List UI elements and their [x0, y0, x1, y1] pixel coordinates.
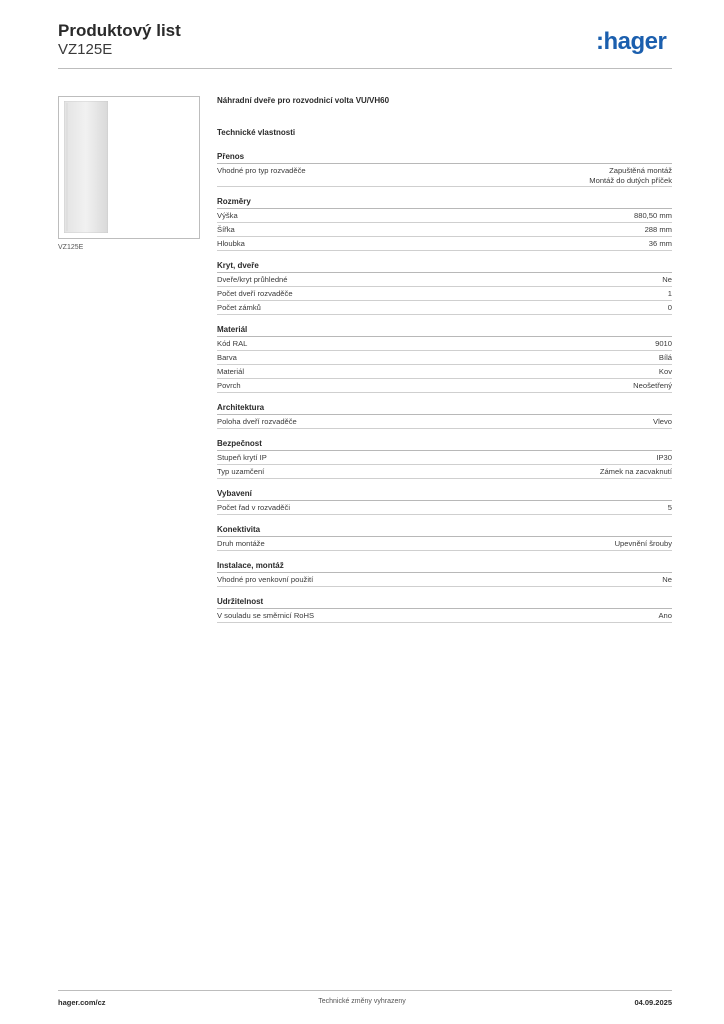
- spec-value-line: 5: [667, 503, 672, 512]
- product-image: [64, 101, 108, 233]
- spec-label: V souladu se směrnicí RoHS: [217, 611, 315, 620]
- spec-section: [217, 152, 672, 187]
- section-title: Instalace, montáž: [217, 561, 672, 573]
- spec-value-line: 1: [667, 289, 672, 298]
- spec-value-line: Bílá: [658, 353, 672, 362]
- spec-label: Počet řad v rozvaděči: [217, 503, 291, 512]
- spec-value: [615, 539, 672, 550]
- spec-value-line: Zámek na zacvaknutí: [599, 467, 672, 476]
- spec-value-line: Montáž do dutých příček: [589, 176, 672, 185]
- spec-value-line: Vlevo: [653, 417, 672, 426]
- spec-value: [658, 611, 672, 622]
- spec-section: [217, 325, 672, 393]
- section-title: Rozměry: [217, 197, 672, 209]
- spec-value: [668, 289, 672, 300]
- spec-section: [217, 261, 672, 315]
- spec-label: Výška: [217, 211, 238, 220]
- header-divider: [58, 68, 672, 69]
- page-title: Produktový list: [58, 21, 181, 40]
- spec-label: Kód RAL: [217, 339, 248, 348]
- section-title: Udržitelnost: [217, 597, 672, 609]
- spec-row: [217, 609, 672, 623]
- spec-row: [217, 501, 672, 515]
- product-image-frame: [58, 96, 200, 239]
- spec-sections: [217, 152, 672, 623]
- spec-value: [659, 353, 672, 364]
- spec-value-line: Ne: [662, 275, 672, 284]
- spec-label: Povrch: [217, 381, 241, 390]
- spec-row: [217, 365, 672, 379]
- spec-value-line: 288 mm: [644, 225, 672, 234]
- spec-label: Poloha dveří rozvaděče: [217, 417, 297, 426]
- tech-heading: Technické vlastnosti: [217, 128, 296, 137]
- image-caption: VZ125E: [58, 244, 84, 251]
- spec-label: Barva: [217, 353, 237, 362]
- spec-row: [217, 337, 672, 351]
- spec-value: [655, 339, 672, 350]
- spec-section: [217, 439, 672, 479]
- spec-row: [217, 209, 672, 223]
- footer-date: 04.09.2025: [634, 998, 672, 1007]
- spec-label: Stupeň krytí IP: [217, 453, 267, 462]
- spec-row: [217, 451, 672, 465]
- hager-logo: [596, 27, 676, 57]
- spec-value-line: IP30: [656, 453, 672, 462]
- spec-label: Druh montáže: [217, 539, 265, 548]
- spec-value: [659, 367, 672, 378]
- spec-row: [217, 287, 672, 301]
- spec-value: [662, 575, 672, 586]
- spec-value-line: 36 mm: [648, 239, 672, 248]
- spec-value-line: Zapuštěná montáž: [609, 166, 672, 175]
- spec-value: [668, 503, 672, 514]
- spec-row: [217, 573, 672, 587]
- section-title: Kryt, dveře: [217, 261, 672, 273]
- spec-value: [662, 275, 672, 286]
- logo-text: :hager: [596, 28, 667, 55]
- spec-row: [217, 379, 672, 393]
- section-title: Konektivita: [217, 525, 672, 537]
- spec-row: [217, 301, 672, 315]
- spec-row: [217, 273, 672, 287]
- spec-value-line: 9010: [655, 339, 672, 348]
- footer-divider: [58, 990, 672, 991]
- section-title: Přenos: [217, 152, 672, 164]
- spec-value-line: Kov: [658, 367, 672, 376]
- spec-value-line: Ne: [662, 575, 672, 584]
- spec-value-line: Neošetřený: [633, 381, 672, 390]
- section-title: Materiál: [217, 325, 672, 337]
- spec-value: [633, 381, 672, 392]
- spec-row: [217, 537, 672, 551]
- footer-website: hager.com/cz: [58, 998, 106, 1007]
- spec-label: Materiál: [217, 367, 245, 376]
- spec-section: [217, 489, 672, 515]
- section-title: Bezpečnost: [217, 439, 672, 451]
- spec-section: [217, 197, 672, 251]
- spec-section: [217, 525, 672, 551]
- spec-value: [645, 225, 672, 236]
- spec-row: [217, 223, 672, 237]
- spec-section: [217, 403, 672, 429]
- page-header: [58, 20, 181, 59]
- spec-value-line: 880,50 mm: [634, 211, 672, 220]
- section-title: Architektura: [217, 403, 672, 415]
- spec-value: [634, 211, 672, 222]
- spec-label: Hloubka: [217, 239, 245, 248]
- spec-value-line: Upevnění šrouby: [614, 539, 672, 548]
- spec-value: [649, 239, 672, 250]
- spec-label: Typ uzamčení: [217, 467, 265, 476]
- spec-label: Počet zámků: [217, 303, 261, 312]
- spec-row: [217, 164, 672, 187]
- product-code: VZ125E: [58, 41, 113, 58]
- spec-label: Šířka: [217, 225, 235, 234]
- spec-section: [217, 561, 672, 587]
- spec-label: Dveře/kryt průhledné: [217, 275, 288, 284]
- spec-value: [589, 166, 672, 186]
- spec-section: [217, 597, 672, 623]
- spec-value-line: Ano: [658, 611, 672, 620]
- spec-value: [656, 453, 672, 464]
- spec-row: [217, 351, 672, 365]
- spec-label: Vhodné pro typ rozvaděče: [217, 166, 306, 175]
- spec-value: [653, 417, 672, 428]
- footer-notice: Technické změny vyhrazeny: [318, 998, 406, 1005]
- spec-value: [668, 303, 672, 314]
- spec-row: [217, 415, 672, 429]
- spec-row: [217, 465, 672, 479]
- spec-value-line: 0: [667, 303, 672, 312]
- spec-label: Vhodné pro venkovní použití: [217, 575, 314, 584]
- section-title: Vybavení: [217, 489, 672, 501]
- spec-label: Počet dveří rozvaděče: [217, 289, 293, 298]
- product-name: Náhradní dveře pro rozvodnicí volta VU/VH60: [217, 96, 390, 105]
- spec-value: [600, 467, 672, 478]
- spec-sheet: [217, 96, 672, 623]
- spec-row: [217, 237, 672, 251]
